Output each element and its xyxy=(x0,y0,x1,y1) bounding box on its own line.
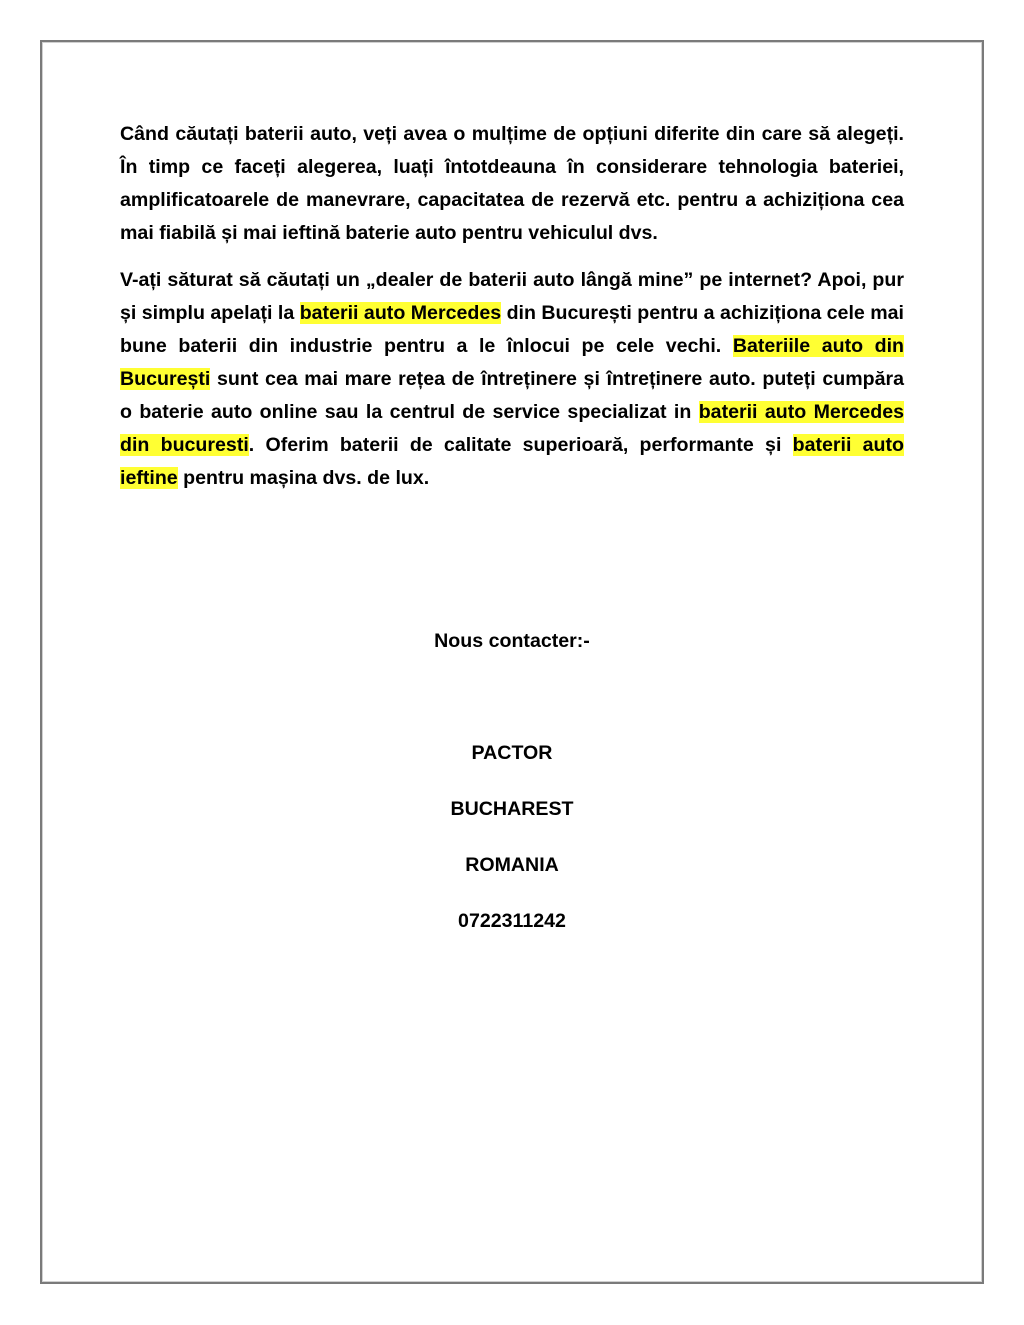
highlight-mercedes-bucuresti: baterii auto Mercedes din bucuresti xyxy=(120,401,905,456)
contact-country: ROMANIA xyxy=(465,854,559,876)
text-segment: din București pentru a achiziționa cele mai bune baterii din industrie pentru a le înlocui pe cele vechi. xyxy=(120,302,904,357)
paragraph-intro: Când căutați baterii auto, veți avea o mulțime de opțiuni diferite din care să alegeți. În timp ce faceți alegerea, luați întotdeauna în considerare tehnologia bateriei, amplificatoarele de manevrare, capacitatea de rezervă etc. pentru a achiziționa cea mai fiabilă și mai ieftină baterie auto pentru vehiculul dvs. xyxy=(120,123,904,244)
highlight-mercedes: baterii auto Mercedes xyxy=(299,302,502,324)
text-segment: sunt cea mai mare rețea de întreținere și întreținere auto. puteți cumpăra o baterie auto online sau la centrul de service specializat in xyxy=(120,368,904,423)
text-segment: V-ați săturat să căutați un „dealer de baterii auto lângă mine” pe internet? Apoi, pur și simplu apelați la xyxy=(120,269,904,324)
highlight-bucuresti: Bateriile auto din București xyxy=(120,335,905,390)
contact-phone: 0722311242 xyxy=(458,910,566,932)
contact-heading: Nous contacter:- xyxy=(434,630,590,652)
text-segment: . Oferim baterii de calitate superioară, performante și xyxy=(248,434,793,456)
contact-company: PACTOR xyxy=(471,742,553,764)
text-segment: pentru mașina dvs. de lux. xyxy=(177,467,430,489)
highlight-ieftine: baterii auto ieftine xyxy=(120,434,904,489)
paragraph-dealer xyxy=(120,264,904,495)
document-body xyxy=(120,118,904,495)
contact-city: BUCHAREST xyxy=(450,798,574,820)
